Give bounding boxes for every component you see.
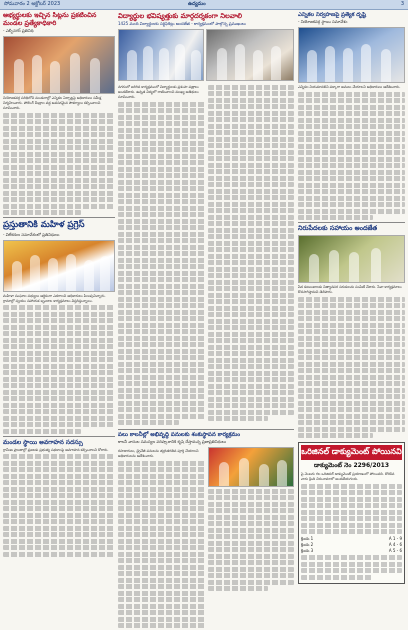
c2-story2-photo: [208, 447, 295, 487]
c2-story1-body: నగరంలో జరిగిన కార్యక్రమంలో విద్యార్థులకు ప్రశంసా పత్రాలు అందజేశారు. ఉన్నత విద్యలో రాణించాలని ముఖ్య అతిథులు సూచించారు.: [118, 85, 199, 100]
c3-story1-body: ఎన్నికల నియమావళిని పక్కాగా అమలు చేయాలని అధికారులు ఆదేశించారు.: [298, 85, 401, 90]
story2-byline: - విలేకరుల సమావేశంలో ప్రతినిధులు: [3, 231, 60, 237]
c2-photo-right: [206, 29, 294, 81]
story2-headline: ప్రస్తుతానికి మహిళ ప్రగ్రెస్: [3, 220, 85, 231]
masthead-date: సోమవారం 2 అక్టోబర్ 2023: [4, 1, 61, 7]
notice-body: పై నెంబరు గల ఒరిజినల్ డాక్యుమెంట్ ప్రయాణంలో పోయినది. దొరికిన వారు క్రింది చిరునామాలో అందజేయగలరు.: [301, 472, 395, 482]
column-right: [298, 12, 405, 628]
c3-story2-photo: [298, 235, 405, 283]
story2-body: మహిళా సంఘాల సభ్యులు ఆర్థికంగా ఎదగాలని అధికారులు పిలుపునిచ్చారు. గ్రామాల్లో స్వయం సహాయక బృందాల కార్యక్రమాలు విస్తరిస్తున్నాయి.: [3, 293, 106, 303]
story3-text-lines: [3, 454, 115, 557]
story1-text-lines: [3, 113, 115, 216]
story3-body: గ్రామీణ ప్రాంతాల్లో ప్రజలకు ప్రభుత్వ పథకాలపై అవగాహన కల్పించాలని కోరారు.: [3, 447, 109, 452]
story1-byline: - ఎల్బీనగర్ ప్రతినిధి: [3, 28, 34, 34]
notice-row-label: క్రిందు 2: [301, 541, 314, 547]
story1-headline: అభ్యర్థులకు ఇచ్చిన సీట్లను ప్రకటించిన మండల ప్రత్యేకాధికారి: [3, 12, 97, 27]
c2-photo-left: [118, 29, 204, 81]
c2-story1-photo-row: [118, 29, 294, 81]
c3-story1-text-lines: [298, 92, 405, 221]
story3-headline: మండల స్థాయి అవగాహన సదస్సు: [3, 438, 83, 446]
c2-story2-sub: కాలనీ వాసుల సమస్యల పరిష్కారానికి కృషి చేస్తామన్న ప్రజాప్రతినిధులు: [118, 439, 226, 445]
notice-row: [301, 548, 402, 554]
masthead-page-number: 3: [400, 1, 404, 7]
c3-story1-sub: - నియోజకవర్గ స్థాయి సమావేశం: [298, 19, 348, 25]
notice-row-value: A 1 - 9: [388, 535, 402, 541]
notice-number: డాక్యుమెంట్ నెం 2296/2013: [313, 462, 390, 470]
story2-text-lines: [3, 305, 115, 434]
story2-photo: [3, 240, 115, 292]
column-left: [3, 12, 115, 628]
notice-row-value: A 5 - 6: [388, 547, 402, 553]
c3-story1-headline: ఎన్నికల నిర్వహణపై ప్రత్యేక దృష్టి: [298, 12, 366, 18]
c2-story1-sub: 1425 మంది విద్యార్థులకు సర్టిఫికెట్లు అందజేత - కార్యక్రమంలో పాల్గొన్న ప్రముఖులు: [118, 21, 246, 27]
c2-story1-columns: [118, 83, 294, 427]
lost-document-notice: [298, 442, 405, 584]
c3-story2-headline: నిరుపేదలకు సహాయం అందజేత: [298, 224, 378, 233]
c2-story2-headline: పలు కాలనీల్లో అభివృద్ధి పనులకు శంకుస్థాపన కార్యక్రమం: [118, 431, 241, 438]
column-center: [118, 12, 294, 628]
c2-story1-headline: విద్యార్థుల భవిష్యత్తుకు మార్గదర్శకంగా నిలవాలి: [118, 12, 242, 20]
notice-row-label: క్రిందు 1: [301, 535, 314, 541]
c3-story2-text-lines: [298, 297, 405, 439]
masthead-name: ఉద్యమం: [188, 1, 206, 7]
c2-story2-body: రహదారులు, డ్రైనేజీ పనులను త్వరితగతిన పూర్తి చేయాలని అధికారులను ఆదేశించారు.: [118, 449, 199, 459]
notice-row-value: A 4 - 6: [388, 541, 402, 547]
story1-body: నియోజకవర్గ పరిధిలోని మండలాల్లో ఎన్నికల ఏర్పాట్లపై అధికారులు సమీక్ష నిర్వహించారు. పోలింగ్ కేంద్రాల వద్ద అవసరమైన సౌకర్యాలు కల్పించాలని సూచించారు.: [3, 96, 102, 111]
notice-title: ఒరిజినల్ డాక్యుమెంట్ పోయినవి: [301, 445, 402, 460]
notice-row-label: క్రిందు 3: [301, 547, 314, 553]
story1-photo: [3, 36, 115, 94]
c3-story1-photo: [298, 27, 405, 83]
masthead-bar: [0, 0, 408, 10]
c3-story2-body: పేద కుటుంబాలకు నిత్యావసర సరుకులను పంపిణీ చేశారు. సేవా కార్యక్రమాలు కొనసాగిస్తామని తెలిపారు.: [298, 285, 402, 295]
c2-story2-columns: [118, 447, 294, 628]
